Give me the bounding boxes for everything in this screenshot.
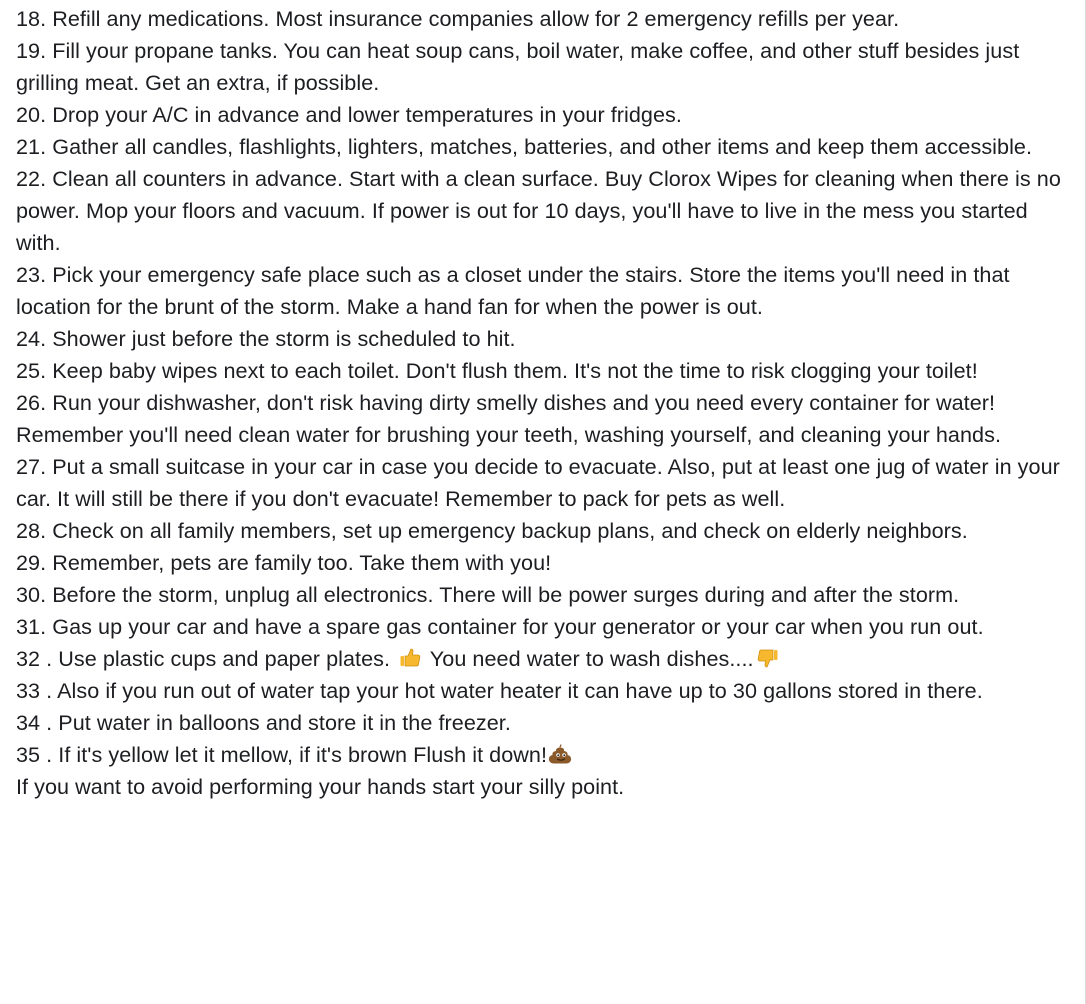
list-item: 31. Gas up your car and have a spare gas container for your generator or your car when you run out. xyxy=(16,614,984,639)
list-item: 24. Shower just before the storm is scheduled to hit. xyxy=(16,326,516,351)
list-item: 28. Check on all family members, set up emergency backup plans, and check on elderly neighbors. xyxy=(16,518,968,543)
item-32-text-start: 32 . Use plastic cups and paper plates. xyxy=(16,646,397,671)
list-item-partial: If you want to avoid performing your hands start your silly point. xyxy=(16,774,625,799)
list-item: 18. Refill any medications. Most insurance companies allow for 2 emergency refills per year. xyxy=(16,6,900,31)
list-item: 30. Before the storm, unplug all electronics. There will be power surges during and after the storm. xyxy=(16,582,960,607)
list-item: 27. Put a small suitcase in your car in case you decide to evacuate. Also, put at least one jug of water in your car. It will still be there if you don't evacuate! Remember to pack for pets as well. xyxy=(16,454,1060,511)
item-35-text: 35 . If it's yellow let it mellow, if it's brown Flush it down! xyxy=(16,742,548,767)
list-item: 20. Drop your A/C in advance and lower temperatures in your fridges. xyxy=(16,102,682,127)
list-item-33: 33 . Also if you run out of water tap your hot water heater it can have up to 30 gallons stored in there. xyxy=(16,678,983,703)
list-item: 19. Fill your propane tanks. You can heat soup cans, boil water, make coffee, and other stuff besides just grilling meat. Get an extra, if possible. xyxy=(16,38,1020,95)
thumbs-up-icon xyxy=(398,646,422,670)
list-item: 26. Run your dishwasher, don't risk having dirty smelly dishes and you need every container for water! Remember you'll need clean water for brushing your teeth, washing yourself, and cleaning your hands. xyxy=(16,390,1001,447)
post-text xyxy=(16,3,1078,799)
list-item-32 xyxy=(16,643,1078,675)
list-item: 29. Remember, pets are family too. Take them with you! xyxy=(16,550,552,575)
list-item: 23. Pick your emergency safe place such as a closet under the stairs. Store the items you'll need in that location for the brunt of the storm. Make a hand fan for when the power is out. xyxy=(16,262,1010,319)
thumbs-down-icon xyxy=(756,646,780,670)
pile-of-poo-icon xyxy=(549,742,573,766)
list-item: 21. Gather all candles, flashlights, lighters, matches, batteries, and other items and keep them accessible. xyxy=(16,134,1033,159)
list-item-35 xyxy=(16,739,1078,771)
list-item: 22. Clean all counters in advance. Start with a clean surface. Buy Clorox Wipes for cleaning when there is no power. Mop your floors and vacuum. If power is out for 10 days, you'll have to live in the mess you started with. xyxy=(16,166,1061,255)
list-item: 25. Keep baby wipes next to each toilet. Don't flush them. It's not the time to risk clogging your toilet! xyxy=(16,358,978,383)
list-item-34: 34 . Put water in balloons and store it in the freezer. xyxy=(16,710,511,735)
item-32-text-end: You need water to wash dishes.... xyxy=(424,646,754,671)
